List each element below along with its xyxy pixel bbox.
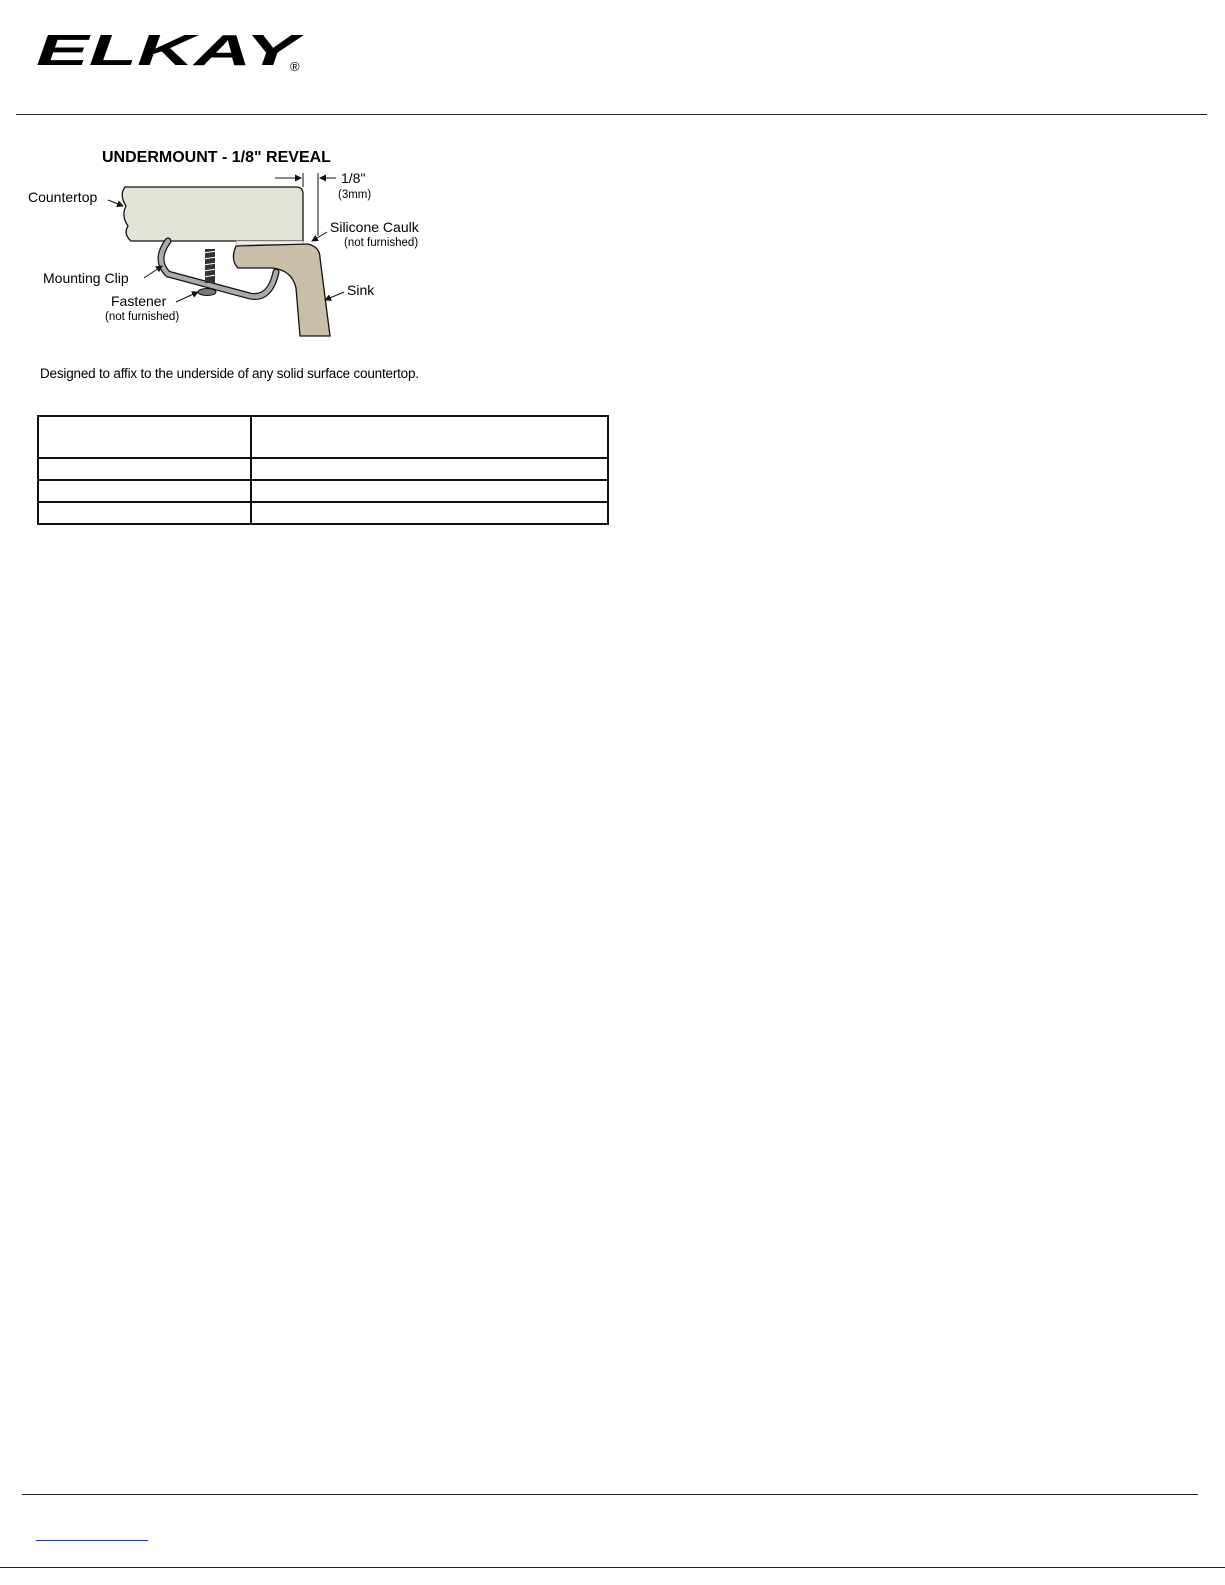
undermount-diagram bbox=[22, 140, 442, 350]
countertop-shape bbox=[122, 187, 303, 241]
table-cell bbox=[251, 502, 608, 524]
table-cell bbox=[251, 480, 608, 502]
diagram-title: UNDERMOUNT - 1/8" REVEAL bbox=[102, 149, 331, 166]
caulk-note-label: (not furnished) bbox=[344, 237, 419, 249]
logo-wordmark: ELKAY bbox=[36, 30, 305, 72]
table-row bbox=[38, 502, 608, 524]
footer-link[interactable] bbox=[36, 1540, 148, 1541]
fastener-note-label: (not furnished) bbox=[105, 311, 180, 323]
sink-shape bbox=[233, 244, 330, 336]
spec-table bbox=[37, 415, 609, 525]
table-cell bbox=[38, 480, 251, 502]
footer-divider bbox=[22, 1494, 1198, 1495]
table-cell bbox=[38, 502, 251, 524]
fastener-label: Fastener bbox=[111, 293, 167, 309]
page-bottom-divider bbox=[0, 1567, 1225, 1568]
table-cell bbox=[251, 416, 608, 458]
countertop-label: Countertop bbox=[28, 189, 98, 205]
sink-label: Sink bbox=[347, 282, 375, 298]
diagram-caption: Designed to affix to the underside of any solid surface countertop. bbox=[40, 366, 419, 381]
reveal-label: 1/8" bbox=[341, 170, 366, 186]
table-cell bbox=[251, 458, 608, 480]
header-divider bbox=[16, 114, 1207, 115]
table-cell bbox=[38, 458, 251, 480]
caulk-label: Silicone Caulk bbox=[330, 219, 419, 235]
table-cell bbox=[38, 416, 251, 458]
table-row bbox=[38, 480, 608, 502]
table-row bbox=[38, 458, 608, 480]
mounting-clip-label: Mounting Clip bbox=[43, 270, 129, 286]
elkay-logo bbox=[36, 30, 306, 72]
table-header-row bbox=[38, 416, 608, 458]
registered-mark: ® bbox=[290, 59, 300, 72]
reveal-metric-label: (3mm) bbox=[338, 189, 372, 201]
